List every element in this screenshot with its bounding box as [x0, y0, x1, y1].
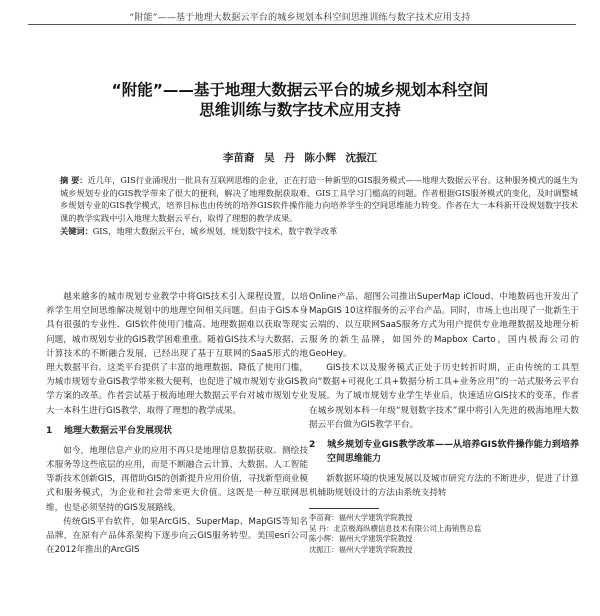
- footnote-item: 李苗裔：福州大学建筑学院教授: [309, 513, 413, 523]
- section-1-paragraph-1: 如今，地理信息产业的应用不再只是地理信息数据获取、测绘技术服务等这些底层的应用，而是不断融合云计算、大数据、人工智能等新技术创新GIS，再借助GIS的创新提升应用价值，寻找新型商业模式和服务模式，为企业和社会带来更大价值。这既是一种互联网思维，也是必须坚持的GIS发展路线。: [46, 445, 308, 513]
- footnote-item: 吴 丹：北京极海纵横信息技术有限公司上海销售总监: [309, 523, 482, 533]
- abstract-paragraph: [60, 174, 578, 224]
- author-list: 李苗裔 吴 丹 陈小辉 沈振江: [222, 152, 378, 164]
- section-2-title: 城乡规划专业GIS教学改革——从培养GIS软件操作能力到培养空间思维能力: [327, 440, 579, 465]
- abstract-block: [60, 174, 578, 238]
- author-footnotes: [309, 513, 579, 555]
- right-paragraph-1: Online产品、超图公司推出SuperMap iCloud、中地数码也开发出了MapGIS 10这样服务的云平台产品。同时，市场上也出现了一批新生于云端的、以互联网SaaS服务方式为用户提供专业地理数据及地理分析服务的新生品牌，如国外的Mapbox Carto，国内极海公司的GeoHey。: [309, 292, 579, 359]
- abstract-text: 近几年，GIS行业涌现出一批具有互联网思维的企业，正在打造一种新型的GIS服务模式——地理大数据云平台。这种服务模式的诞生为城乡规划专业的GIS教学带来了很大的便利，解决了地理数据获取难、GIS工具学习门槛高的问题。作者根据GIS服务模式的变化，及时调整城乡规划专业的GIS教学模式，培养目标也由传统的培养GIS软件操作能力向培养学生的空间思维能力转变。作者在大一本科新开设规划数字技术课的教学实践中引入地理大数据云平台，取得了理想的教学成果。: [60, 175, 578, 223]
- title-line-1: “附能”——基于地理大数据云平台的城乡规划本科空间: [111, 81, 489, 99]
- footnote-item: 沈振江：福州大学建筑学院教授: [309, 544, 413, 554]
- abstract-label: 摘 要：: [60, 175, 88, 185]
- running-header: “附能”——基于地理大数据云平台的城乡规划本科空间思维训练与数字技术应用支持: [129, 13, 471, 23]
- article-title: [0, 80, 600, 120]
- header-divider: [28, 24, 576, 25]
- title-line-2: 思维训练与数字技术应用支持: [199, 101, 401, 119]
- section-2-heading: [309, 438, 579, 466]
- intro-paragraph: 越来越多的城市规划专业教学中将GIS技术引入课程设置，以培养学生用空间思维解决规划中的地理空间相关问题。但由于GIS本身具有很强的专业性、GIS软件使用门槛高、地理数据难以获取等现实问题，城市规划专业的GIS教学困难重重。随着GIS技术与大数据、云计算技术的不断融合发展，已经出现了基于互联网的SaaS形式的地理大数据平台。这类平台提供了丰富的地理数据、降低了使用门槛，为城市规划专业GIS教学带来极大便利，也促进了城市规划专业GIS教学方案的改革。作者尝试基于极海地理大数据云平台对城市规划专业大一本科生进行GIS教学，取得了理想的教学成果。: [46, 292, 308, 416]
- keywords-label: 关键词：: [60, 226, 93, 237]
- keywords-text: GIS，地理大数据云平台，城乡规划，规划数字技术，数字教学改革: [92, 226, 338, 237]
- section-2-paragraph-1: 新数据环境的快速发展以及城市研究方法的不断进步，促进了计算机辅助规划设计的方法由系统支持转: [309, 474, 579, 499]
- footnote-item: 陈小辉：福州大学建筑学院教授: [309, 534, 413, 544]
- footnote-divider: [309, 508, 379, 509]
- left-column: [46, 290, 308, 557]
- section-1-number: 1: [46, 425, 53, 436]
- right-column: [309, 290, 579, 555]
- section-1-title: 地理大数据云平台发展现状: [64, 425, 173, 436]
- section-1-paragraph-2: 传统GIS平台软件，如果ArcGIS、SuperMap、MapGIS等知名品牌，在原有产品体系架构下逐步向云GIS服务转型。美国esri公司在2012年推出的ArcGIS: [46, 516, 308, 556]
- section-1-heading: [46, 424, 308, 438]
- right-paragraph-2: GIS技术以及服务模式正处于历史转折时期，正由传统的工具型向“数据+可视化工具+数据分析工具+业务应用”的一站式服务云平台发展。为了城市规划专业学生毕业后，快速适应GIS技术的变革，作者在城乡规划本科一年级“规划数字技术”课中将引入先进的极海地理大数据云平台做为GIS教学平台。: [309, 363, 579, 430]
- section-2-number: 2: [309, 440, 316, 451]
- keywords-line: [60, 225, 578, 238]
